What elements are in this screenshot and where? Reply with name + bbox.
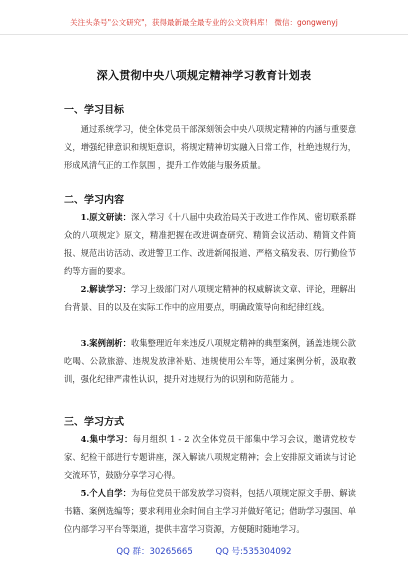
item-lead: 1.原文研读： <box>80 212 131 222</box>
top-banner <box>0 0 408 35</box>
item-lead: 2.解读学习： <box>80 284 131 294</box>
paragraph-group-study <box>64 430 356 484</box>
item-lead: 5.个人自学： <box>80 488 131 498</box>
item-text: 深入学习《十八届中央政治局关于改进工作作风、密切联系群众的八项规定》原文，精准把握在改进调查研究、精简会议活动、精简文件简报、规范出访活动、改进警卫工作、改进新闻报道、严格文稿发表、厉行勤俭节约等方面的要求。 <box>64 212 356 276</box>
section-heading-method: 三、学习方式 <box>64 417 124 428</box>
footer-qq-number: QQ 号:535304092 <box>215 547 292 557</box>
item-text: 学习上级部门对八项规定精神的权威解读文章、评论，理解出台背景、目的以及在实际工作中的应用要点，明确政策导向和纪律红线。 <box>64 284 356 312</box>
item-lead: 4.集中学习： <box>80 434 133 444</box>
section-heading-content: 二、学习内容 <box>64 195 124 206</box>
footer-contact <box>0 545 408 559</box>
banner-text: 关注头条号"公文研究"，获得最新最全最专业的公文资料库！ 微信：gongwenyj <box>70 18 338 27</box>
item-text: 每月组织 1 - 2 次全体党员干部集中学习会议，邀请党校专家、纪检干部进行专题讲座，深入解读八项规定精神；会上安排原文诵读与讨论交流环节，鼓励分享学习心得。 <box>64 434 356 480</box>
footer-qq-group: QQ 群：30265665 <box>116 547 193 557</box>
item-text: 收集整理近年来违反八项规定精神的典型案例，涵盖违规公款吃喝、公款旅游、违规发放津补贴、违规使用公车等，通过案例分析，汲取教训，强化纪律严肃性认识，提升对违规行为的识别和防范能力 。 <box>64 338 356 384</box>
paragraph-interpretation-study <box>64 280 356 316</box>
paragraph-goal: 通过系统学习，使全体党员干部深刻领会中央八项规定精神的内涵与重要意义，增强纪律意识和规矩意识，将规定精神切实融入日常工作，杜绝违规行为，形成风清气正的工作氛围 ，提升工作效能与服务质量。 <box>64 124 356 170</box>
paragraph-self-study <box>64 484 356 538</box>
paragraph-original-text-study <box>64 208 356 280</box>
section-heading-goal: 一、学习目标 <box>64 105 124 116</box>
item-lead: 3.案例剖析： <box>80 338 131 348</box>
item-text: 为每位党员干部发放学习资料，包括八项规定原文手册、解读书籍、案例选编等；要求利用业余时间自主学习并做好笔记；借助学习强国、单位内部学习平台等渠道，提供丰富学习资源，方便随时随地学习。 <box>64 488 356 534</box>
paragraph-case-analysis <box>64 334 356 388</box>
document-title: 深入贯彻中央八项规定精神学习教育计划表 <box>96 69 312 82</box>
